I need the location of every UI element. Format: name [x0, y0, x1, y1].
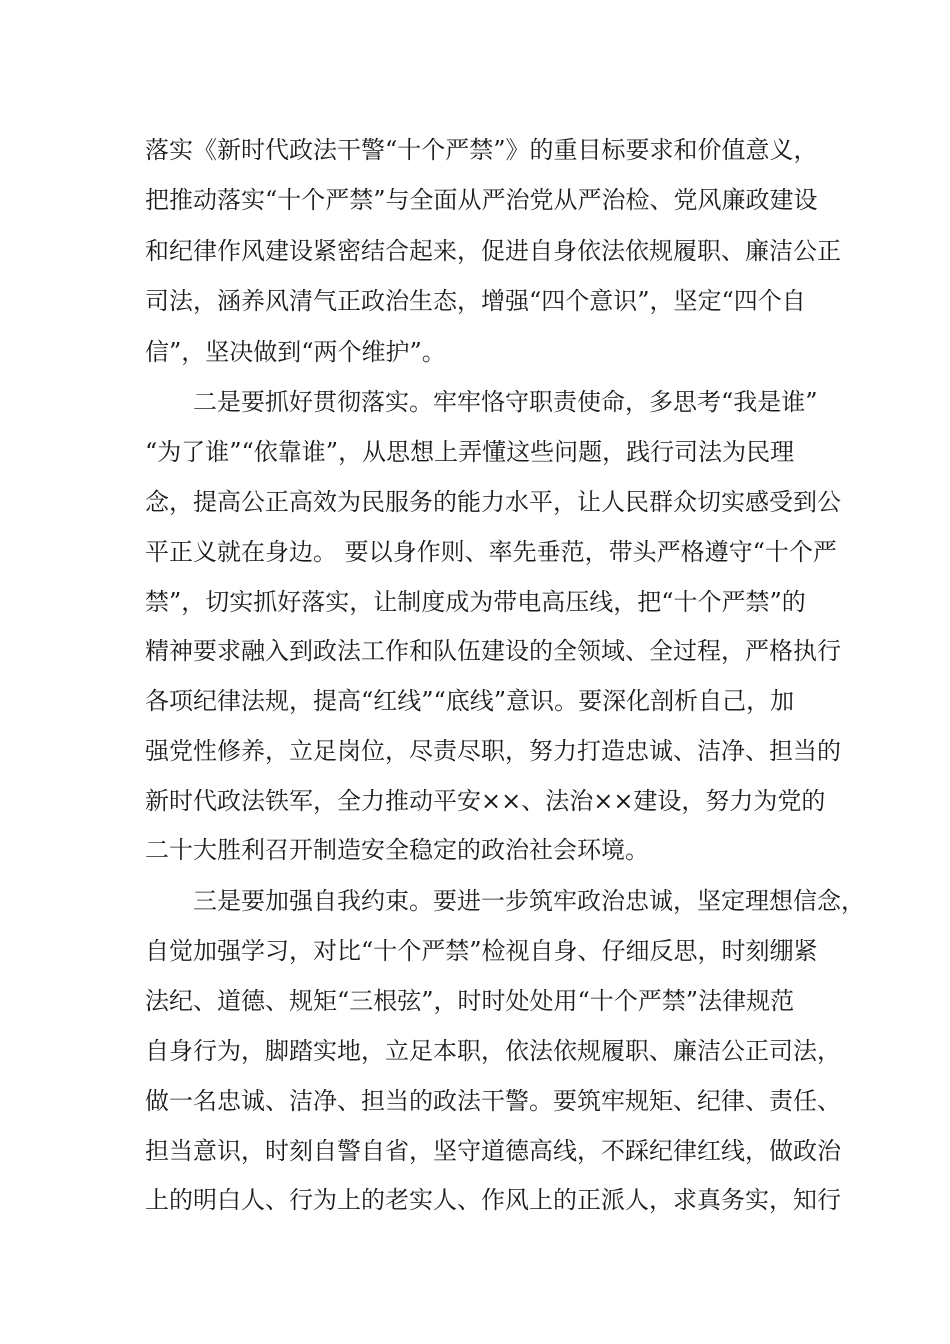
text-line: 精神要求融入到政法工作和队伍建设的全领域、全过程，严格执行 — [145, 637, 841, 665]
text-line: 强党性修养，立足岗位，尽责尽职，努力打造忠诚、洁净、担当的 — [145, 737, 841, 765]
text-line: 禁”，切实抓好落实，让制度成为带电高压线，把“十个严禁”的 — [145, 588, 806, 616]
text-line: “为了谁”“依靠谁”，从思想上弄懂这些问题，践行司法为民理 — [145, 438, 795, 466]
paragraph-start-line: 二是要抓好贯彻落实。牢牢恪守职责使命，多思考“我是谁” — [193, 388, 818, 416]
text-line: 和纪律作风建设紧密结合起来，促进自身依法依规履职、廉洁公正 — [145, 237, 841, 265]
text-line: 自身行为，脚踏实地，立足本职，依法依规履职、廉洁公正司法， — [145, 1037, 841, 1065]
text-line: 平正义就在身边。 要以身作则、率先垂范，带头严格遵守“十个严 — [145, 538, 837, 566]
paragraph-start-line: 三是要加强自我约束。要进一步筑牢政治忠诚，坚定理想信念， — [193, 887, 865, 915]
text-line: 信”，坚决做到“两个维护”。 — [145, 338, 446, 366]
text-line: 司法，涵养风清气正政治生态，增强“四个意识”，坚定“四个自 — [145, 287, 806, 315]
text-line: 上的明白人、行为上的老实人、作风上的正派人，求真务实，知行 — [145, 1186, 841, 1214]
text-line: 念，提高公正高效为民服务的能力水平，让人民群众切实感受到公 — [145, 488, 841, 516]
text-line: 落实《新时代政法干警“十个严禁”》的重目标要求和价值意义， — [145, 136, 818, 164]
text-line: 把推动落实“十个严禁”与全面从严治党从严治检、党风廉政建设 — [145, 186, 818, 214]
text-line: 新时代政法铁军，全力推动平安××、法治××建设，努力为党的 — [145, 787, 826, 815]
text-line: 各项纪律法规，提高“红线”“底线”意识。要深化剖析自己，加 — [145, 687, 795, 715]
text-line: 二十大胜利召开制造安全稳定的政治社会环境。 — [145, 836, 649, 864]
text-line: 自觉加强学习，对比“十个严禁”检视自身、仔细反思，时刻绷紧 — [145, 937, 818, 965]
text-line: 担当意识，时刻自警自省，坚守道德高线，不踩纪律红线，做政治 — [145, 1137, 841, 1165]
text-line: 法纪、道德、规矩“三根弦”，时时处处用“十个严禁”法律规范 — [145, 987, 795, 1015]
text-line: 做一名忠诚、洁净、担当的政法干警。要筑牢规矩、纪律、责任、 — [145, 1087, 841, 1115]
